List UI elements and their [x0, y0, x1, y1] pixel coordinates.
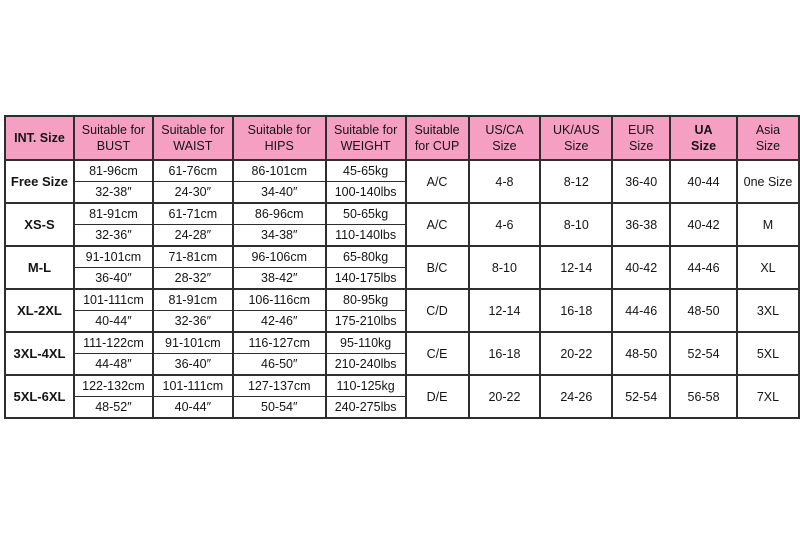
- bust-metric-cell: 122-132cm: [74, 375, 153, 397]
- size-label-cell: Free Size: [5, 160, 74, 203]
- bust-imperial-cell: 44-48″: [74, 354, 153, 376]
- header-line: Suitable for: [161, 122, 225, 137]
- header-cell-us-ca: [469, 116, 541, 160]
- header-line: INT. Size: [14, 130, 65, 145]
- eur-cell: 36-40: [612, 160, 670, 203]
- ua-cell: 52-54: [670, 332, 737, 375]
- uk-aus-cell: 24-26: [540, 375, 612, 418]
- header-cell-cup: [406, 116, 469, 160]
- header-line: Suitable for: [247, 122, 311, 137]
- waist-metric-cell: 81-91cm: [153, 289, 233, 311]
- header-line: US/CA: [485, 122, 524, 137]
- ua-cell: 44-46: [670, 246, 737, 289]
- waist-metric-cell: 71-81cm: [153, 246, 233, 268]
- waist-metric-cell: 101-111cm: [153, 375, 233, 397]
- asia-cell: XL: [737, 246, 799, 289]
- us-ca-cell: 16-18: [469, 332, 541, 375]
- bust-metric-cell: 91-101cm: [74, 246, 153, 268]
- header-cell-weight: [326, 116, 406, 160]
- us-ca-cell: 20-22: [469, 375, 541, 418]
- cup-cell: C/E: [406, 332, 469, 375]
- uk-aus-cell: 8-12: [540, 160, 612, 203]
- size-chart-header-row: [5, 116, 799, 160]
- header-line: Asia: [755, 122, 781, 137]
- cup-cell: A/C: [406, 203, 469, 246]
- bust-imperial-cell: 48-52″: [74, 397, 153, 419]
- waist-metric-cell: 91-101cm: [153, 332, 233, 354]
- eur-cell: 48-50: [612, 332, 670, 375]
- hips-metric-cell: 127-137cm: [233, 375, 326, 397]
- bust-imperial-cell: 36-40″: [74, 268, 153, 290]
- size-chart-table: [4, 115, 800, 419]
- bust-metric-cell: 101-111cm: [74, 289, 153, 311]
- header-line: Suitable: [414, 122, 460, 137]
- size-label-cell: M-L: [5, 246, 74, 289]
- header-cell-ua: [670, 116, 737, 160]
- header-line: Size: [629, 139, 654, 153]
- waist-metric-cell: 61-76cm: [153, 160, 233, 182]
- uk-aus-cell: 8-10: [540, 203, 612, 246]
- header-cell-int-size: [5, 116, 74, 160]
- ua-cell: 40-42: [670, 203, 737, 246]
- weight-metric-cell: 110-125kg: [326, 375, 406, 397]
- header-cell-uk-aus: [540, 116, 612, 160]
- table-row-metric: [5, 289, 799, 311]
- waist-imperial-cell: 28-32″: [153, 268, 233, 290]
- bust-metric-cell: 81-96cm: [74, 160, 153, 182]
- header-line: Size: [492, 139, 517, 153]
- header-cell-hips: [233, 116, 326, 160]
- weight-metric-cell: 65-80kg: [326, 246, 406, 268]
- eur-cell: 36-38: [612, 203, 670, 246]
- header-cell-asia: [737, 116, 799, 160]
- cup-cell: C/D: [406, 289, 469, 332]
- eur-cell: 52-54: [612, 375, 670, 418]
- hips-metric-cell: 116-127cm: [233, 332, 326, 354]
- us-ca-cell: 12-14: [469, 289, 541, 332]
- size-label-cell: XL-2XL: [5, 289, 74, 332]
- header-line: UK/AUS: [553, 122, 600, 137]
- cup-cell: A/C: [406, 160, 469, 203]
- uk-aus-cell: 16-18: [540, 289, 612, 332]
- ua-cell: 48-50: [670, 289, 737, 332]
- header-line: Suitable for: [334, 122, 398, 137]
- us-ca-cell: 4-6: [469, 203, 541, 246]
- bust-metric-cell: 81-91cm: [74, 203, 153, 225]
- asia-cell: 0ne Size: [737, 160, 799, 203]
- us-ca-cell: 4-8: [469, 160, 541, 203]
- weight-imperial-cell: 210-240lbs: [326, 354, 406, 376]
- header-line: BUST: [96, 139, 131, 153]
- weight-metric-cell: 45-65kg: [326, 160, 406, 182]
- weight-imperial-cell: 175-210lbs: [326, 311, 406, 333]
- table-row-metric: [5, 332, 799, 354]
- cup-cell: D/E: [406, 375, 469, 418]
- weight-imperial-cell: 110-140lbs: [326, 225, 406, 247]
- header-line: Size: [564, 139, 589, 153]
- bust-imperial-cell: 32-38″: [74, 182, 153, 204]
- waist-imperial-cell: 24-30″: [153, 182, 233, 204]
- eur-cell: 44-46: [612, 289, 670, 332]
- table-row-metric: [5, 246, 799, 268]
- hips-imperial-cell: 34-38″: [233, 225, 326, 247]
- size-label-cell: 3XL-4XL: [5, 332, 74, 375]
- us-ca-cell: 8-10: [469, 246, 541, 289]
- waist-imperial-cell: 32-36″: [153, 311, 233, 333]
- hips-imperial-cell: 50-54″: [233, 397, 326, 419]
- waist-imperial-cell: 40-44″: [153, 397, 233, 419]
- hips-metric-cell: 106-116cm: [233, 289, 326, 311]
- header-line: WEIGHT: [340, 139, 391, 153]
- hips-metric-cell: 86-96cm: [233, 203, 326, 225]
- size-label-cell: 5XL-6XL: [5, 375, 74, 418]
- table-row-metric: [5, 160, 799, 182]
- header-line: WAIST: [173, 139, 213, 153]
- header-line: Size: [755, 139, 781, 153]
- hips-metric-cell: 86-101cm: [233, 160, 326, 182]
- bust-imperial-cell: 40-44″: [74, 311, 153, 333]
- hips-imperial-cell: 46-50″: [233, 354, 326, 376]
- uk-aus-cell: 12-14: [540, 246, 612, 289]
- waist-imperial-cell: 36-40″: [153, 354, 233, 376]
- header-line: Size: [691, 139, 717, 153]
- weight-imperial-cell: 100-140lbs: [326, 182, 406, 204]
- header-cell-eur: [612, 116, 670, 160]
- asia-cell: M: [737, 203, 799, 246]
- eur-cell: 40-42: [612, 246, 670, 289]
- table-row-metric: [5, 203, 799, 225]
- header-line: HIPS: [264, 139, 294, 153]
- hips-metric-cell: 96-106cm: [233, 246, 326, 268]
- waist-imperial-cell: 24-28″: [153, 225, 233, 247]
- bust-metric-cell: 111-122cm: [74, 332, 153, 354]
- cup-cell: B/C: [406, 246, 469, 289]
- weight-metric-cell: 80-95kg: [326, 289, 406, 311]
- asia-cell: 3XL: [737, 289, 799, 332]
- hips-imperial-cell: 42-46″: [233, 311, 326, 333]
- waist-metric-cell: 61-71cm: [153, 203, 233, 225]
- weight-imperial-cell: 240-275lbs: [326, 397, 406, 419]
- header-cell-waist: [153, 116, 233, 160]
- weight-imperial-cell: 140-175lbs: [326, 268, 406, 290]
- asia-cell: 5XL: [737, 332, 799, 375]
- ua-cell: 40-44: [670, 160, 737, 203]
- table-row-metric: [5, 375, 799, 397]
- weight-metric-cell: 50-65kg: [326, 203, 406, 225]
- ua-cell: 56-58: [670, 375, 737, 418]
- weight-metric-cell: 95-110kg: [326, 332, 406, 354]
- bust-imperial-cell: 32-36″: [74, 225, 153, 247]
- header-line: Suitable for: [81, 122, 146, 137]
- size-label-cell: XS-S: [5, 203, 74, 246]
- uk-aus-cell: 20-22: [540, 332, 612, 375]
- hips-imperial-cell: 34-40″: [233, 182, 326, 204]
- header-cell-bust: [74, 116, 153, 160]
- hips-imperial-cell: 38-42″: [233, 268, 326, 290]
- header-line: UA: [694, 122, 713, 137]
- asia-cell: 7XL: [737, 375, 799, 418]
- header-line: for CUP: [414, 139, 460, 153]
- header-line: EUR: [627, 122, 655, 137]
